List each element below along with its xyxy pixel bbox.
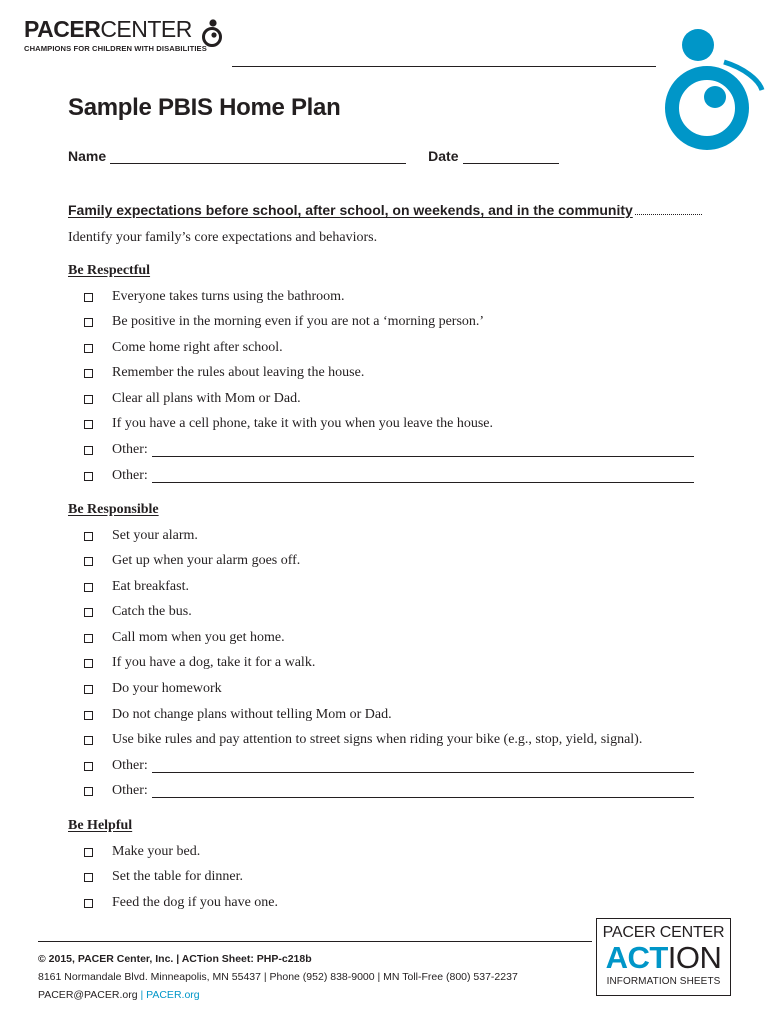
checkbox[interactable] <box>84 293 93 302</box>
footer-address: 8161 Normandale Blvd. Minneapolis, MN 55437 | Phone (952) 838-9000 | MN Toll-Free (800) 537-2237 <box>38 971 518 983</box>
group-heading-helpful: Be Helpful <box>68 818 133 833</box>
item-text: Set your alarm. <box>112 528 198 543</box>
checkbox[interactable] <box>84 583 93 592</box>
item-text: Other: <box>112 442 148 457</box>
section-heading-text: Family expectations before school, after school, on weekends, and in the community <box>68 202 633 218</box>
item-text: Eat breakfast. <box>112 579 189 594</box>
item-text: Come home right after school. <box>112 340 283 355</box>
footer <box>38 950 518 1004</box>
item-text: Do your homework <box>112 681 222 696</box>
item-text: Use bike rules and pay attention to street signs when riding your bike (e.g., stop, yield, signal). <box>112 732 643 747</box>
item-text: Catch the bus. <box>112 604 192 619</box>
date-field[interactable] <box>463 149 559 164</box>
checkbox[interactable] <box>84 711 93 720</box>
item-text: If you have a dog, take it for a walk. <box>112 655 316 670</box>
item-text: Get up when your alarm goes off. <box>112 553 301 568</box>
checkbox[interactable] <box>84 659 93 668</box>
checklist-item <box>84 707 392 723</box>
checkbox[interactable] <box>84 899 93 908</box>
badge-subtitle: INFORMATION SHEETS <box>606 976 721 987</box>
checklist-item <box>84 732 642 748</box>
other-write-in-field[interactable] <box>152 470 694 483</box>
checklist-item <box>84 391 301 407</box>
checkbox[interactable] <box>84 472 93 481</box>
checkbox[interactable] <box>84 420 93 429</box>
dotted-leader <box>635 202 702 215</box>
checkbox[interactable] <box>84 873 93 882</box>
section-heading <box>68 202 702 218</box>
item-text: Make your bed. <box>112 844 201 859</box>
name-field[interactable] <box>110 149 406 164</box>
header-divider <box>232 66 656 67</box>
checklist-item-other <box>84 468 694 484</box>
checklist-item-other <box>84 442 694 458</box>
item-text: Be positive in the morning even if you are not a ‘morning person.’ <box>112 314 485 329</box>
item-text: Remember the rules about leaving the house. <box>112 365 365 380</box>
checkbox[interactable] <box>84 446 93 455</box>
checklist-item <box>84 553 300 569</box>
item-text: Other: <box>112 468 148 483</box>
badge-org-name: PACER CENTER <box>602 924 725 941</box>
other-write-in-field[interactable] <box>152 785 694 798</box>
checklist-item-other <box>84 758 694 774</box>
checklist-item <box>84 630 285 646</box>
checklist-item <box>84 528 198 544</box>
checklist-item <box>84 895 278 911</box>
section-intro: Identify your family’s core expectations and behaviors. <box>68 230 378 245</box>
checkbox[interactable] <box>84 762 93 771</box>
checkbox[interactable] <box>84 634 93 643</box>
item-text: Feed the dog if you have one. <box>112 895 279 910</box>
group-heading-respectful: Be Respectful <box>68 263 151 278</box>
checklist-item <box>84 604 192 620</box>
date-label: Date <box>428 148 459 164</box>
page-title: Sample PBIS Home Plan <box>68 94 341 121</box>
checkbox[interactable] <box>84 532 93 541</box>
logo-wordmark <box>24 18 207 41</box>
checkbox[interactable] <box>84 608 93 617</box>
item-text: Other: <box>112 783 148 798</box>
name-date-row <box>68 148 559 164</box>
footer-email-link[interactable]: PACER@PACER.org <box>38 989 138 1001</box>
pacer-large-mark-icon <box>664 28 770 154</box>
footer-separator: | <box>140 989 144 1001</box>
checkbox[interactable] <box>84 344 93 353</box>
checkbox[interactable] <box>84 395 93 404</box>
checkbox[interactable] <box>84 318 93 327</box>
checklist-item <box>84 681 222 697</box>
checklist-item <box>84 844 200 860</box>
badge-ion-text: ION <box>667 940 722 975</box>
checkbox[interactable] <box>84 848 93 857</box>
checkbox[interactable] <box>84 685 93 694</box>
other-write-in-field[interactable] <box>152 444 694 457</box>
item-text: Clear all plans with Mom or Dad. <box>112 391 301 406</box>
logo-bold-text: PACER <box>24 16 101 42</box>
group-heading-responsible: Be Responsible <box>68 502 159 517</box>
item-text: Call mom when you get home. <box>112 630 285 645</box>
checklist-item <box>84 869 243 885</box>
footer-divider <box>38 941 592 942</box>
badge-action-word <box>597 940 730 975</box>
checkbox[interactable] <box>84 557 93 566</box>
checklist-item <box>84 340 283 356</box>
badge-act-text: ACT <box>605 940 668 975</box>
item-text: Everyone takes turns using the bathroom. <box>112 289 345 304</box>
checklist-item <box>84 365 364 381</box>
footer-copyright: © 2015, PACER Center, Inc. | ACTion Sheet: PHP-c218b <box>38 953 312 965</box>
checklist-item <box>84 579 189 595</box>
action-sheet-badge <box>596 918 731 996</box>
logo-tagline: CHAMPIONS FOR CHILDREN WITH DISABILITIES <box>24 44 207 53</box>
footer-website-link[interactable]: PACER.org <box>146 989 200 1001</box>
checklist-item <box>84 655 315 671</box>
checklist-item <box>84 314 484 330</box>
other-write-in-field[interactable] <box>152 760 694 773</box>
checklist-item <box>84 416 493 432</box>
item-text: Do not change plans without telling Mom or Dad. <box>112 707 392 722</box>
checkbox[interactable] <box>84 369 93 378</box>
checkbox[interactable] <box>84 787 93 796</box>
pacer-logo <box>24 18 207 53</box>
logo-light-text: CENTER <box>100 16 192 42</box>
name-label: Name <box>68 148 107 164</box>
checkbox[interactable] <box>84 736 93 745</box>
item-text: If you have a cell phone, take it with you when you leave the house. <box>112 416 493 431</box>
checklist-item-other <box>84 783 694 799</box>
checklist-item <box>84 289 345 305</box>
footer-contact <box>38 986 518 1004</box>
pacer-small-mark-icon <box>200 18 224 52</box>
item-text: Set the table for dinner. <box>112 869 244 884</box>
item-text: Other: <box>112 758 148 773</box>
